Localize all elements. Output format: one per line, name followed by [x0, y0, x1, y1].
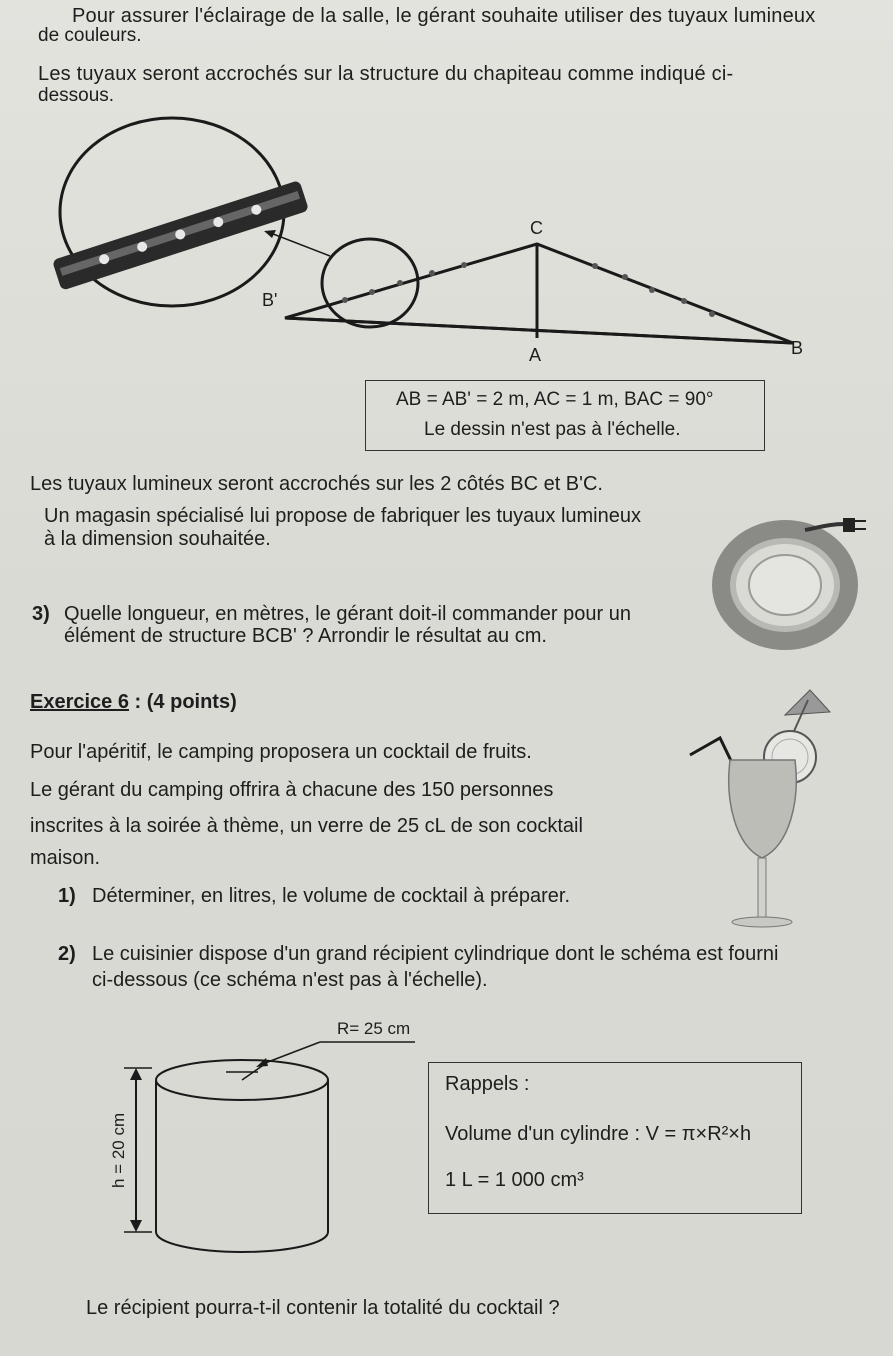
label-b: B: [791, 338, 804, 358]
exercise-6-line-4: maison.: [30, 847, 101, 869]
paragraph-sides: Les tuyaux lumineux seront accrochés sur les 2 côtés BC et B'C.: [30, 473, 603, 495]
final-question: Le récipient pourra-t-il contenir la totalité du cocktail ?: [86, 1297, 560, 1319]
exercise-6-line-3: inscrites à la soirée à thème, un verre de 25 cL de son cocktail: [30, 815, 583, 837]
intro-line-1: Pour assurer l'éclairage de la salle, le gérant souhaite utiliser des tuyaux lumineux: [72, 5, 816, 27]
question-3-line-2: élément de structure BCB' ? Arrondir le résultat au cm.: [64, 625, 547, 647]
exercise-6-q1-text: Déterminer, en litres, le volume de cocktail à préparer.: [92, 885, 570, 907]
intro-line-2: Les tuyaux seront accrochés sur la structure du chapiteau comme indiqué ci-: [38, 63, 734, 85]
rappels-volume-formula: Volume d'un cylindre : V = π×R²×h: [445, 1123, 752, 1145]
figure-caption-line-2: Le dessin n'est pas à l'échelle.: [424, 419, 681, 440]
intro-line-1b: de couleurs.: [38, 25, 142, 46]
exercise-6-q2-line-2: ci-dessous (ce schéma n'est pas à l'échelle).: [92, 969, 488, 991]
question-3-number: 3): [32, 603, 50, 625]
exercise-6-q1-number: 1): [58, 885, 76, 907]
rappels-conversion: 1 L = 1 000 cm³: [445, 1169, 584, 1191]
label-a: A: [529, 345, 542, 365]
paragraph-shop-line-2: à la dimension souhaitée.: [44, 528, 271, 550]
question-3-line-1: Quelle longueur, en mètres, le gérant doit-il commander pour un: [64, 603, 631, 625]
figure-caption-line-1: AB = AB' = 2 m, AC = 1 m, BAC = 90°: [396, 389, 714, 410]
paragraph-shop-line-1: Un magasin spécialisé lui propose de fabriquer les tuyaux lumineux: [44, 505, 641, 527]
cylinder-radius-label: R= 25 cm: [337, 1019, 411, 1038]
label-b-prime: B': [262, 290, 278, 310]
exercise-6-title: Exercice 6: [30, 691, 129, 713]
exercise-6-line-2: Le gérant du camping offrira à chacune des 150 personnes: [30, 779, 554, 801]
exercise-6-q2-number: 2): [58, 943, 76, 965]
intro-line-2b: dessous.: [38, 85, 115, 106]
exercise-6-q2-line-1: Le cuisinier dispose d'un grand récipient cylindrique dont le schéma est fourni: [92, 943, 779, 965]
exercise-6-points: : (4 points): [128, 691, 237, 713]
cylinder-height-label: h = 20 cm: [109, 1112, 128, 1188]
exercise-6-line-1: Pour l'apéritif, le camping proposera un cocktail de fruits.: [30, 741, 532, 763]
label-c: C: [530, 218, 543, 238]
rappels-title: Rappels :: [445, 1073, 530, 1095]
